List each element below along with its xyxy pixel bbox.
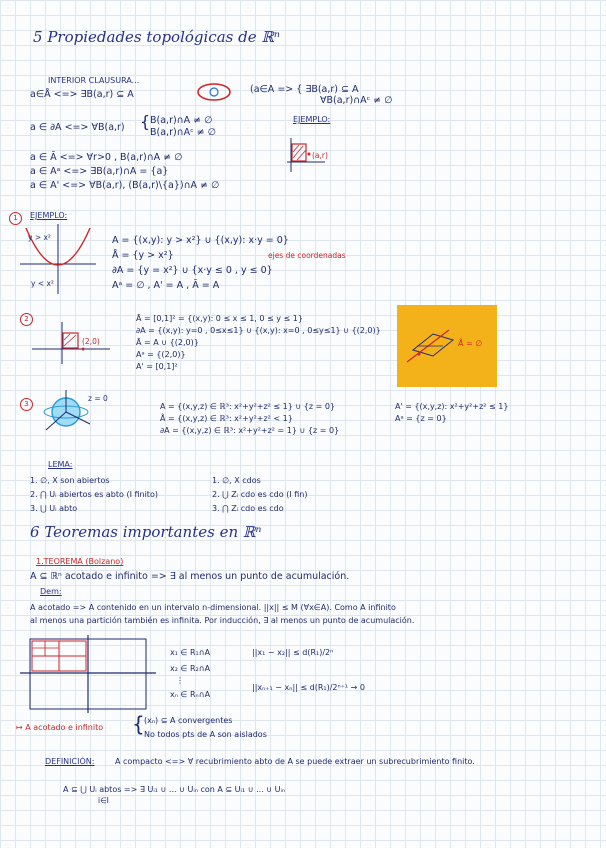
seq-term-1: x₁ ∈ R₁∩A (170, 648, 211, 657)
compact-statement: A ⊆ ⋃ Uᵢ abtos => ∃ Uᵢ₁ ∪ ... ∪ Uᵢₙ con A ⊆ Uᵢ₁ ∪ ... ∪ Uᵢₙ (63, 785, 286, 794)
theorem-heading: 1.TEOREMA (Bolzano) (36, 557, 124, 566)
square-point-label: (2,0) (82, 337, 100, 346)
ex1-summary: Aᵃ = ∅ , A' = A , Ā = A (112, 280, 220, 291)
ex3-interior: Å = {(x,y,z) ∈ ℝ³: x²+y²+z² < 1} (160, 414, 293, 423)
graph-top-label: y > x² (28, 233, 51, 242)
ex2-closure-union: Ā = A ∪ {(2,0)} (136, 338, 199, 347)
plane-illustration (405, 322, 465, 367)
interior-alt-line: (a∈A => { ∃B(a,r) ⊆ A (250, 84, 359, 95)
lema-closed-3: 3. ⋂ Zᵢ cdo es cdo (212, 504, 284, 513)
plane-label: Å = ∅ (458, 339, 483, 348)
ex1-set: A = {(x,y): y > x²} ∪ {(x,y): x·y = 0} (112, 235, 289, 246)
sphere-plane-label: z = 0 (88, 394, 108, 403)
proof-line-2: al menos una partición también es infinita. Por inducción, ∃ al menos un punto de acumulación. (30, 616, 415, 625)
interior-heading: INTERIOR CLAUSURA... (48, 76, 140, 85)
conclusion-1: (xₙ) ⊆ A convergentes (144, 716, 233, 725)
lema-open-2: 2. ⋂ Uᵢ abiertos es abto (I finito) (30, 490, 158, 499)
seq-diff-1: ||x₁ − x₂|| ≤ d(R₁)/2ⁿ (252, 648, 334, 657)
lema-open-1: 1. ∅, X son abiertos (30, 476, 110, 485)
definition-label: DEFINICIÓN: (45, 757, 95, 766)
ex1-note: ejes de coordenadas (268, 251, 346, 260)
ex1-interior: Å = {y > x²} (112, 250, 174, 261)
isolated-line: a ∈ Aᵃ <=> ∃B(a,r)∩A = {a} (30, 166, 169, 177)
example-point-label: (a,r) (312, 151, 328, 160)
seq-term-2: x₂ ∈ R₂∩A (170, 664, 211, 673)
example-number-1-badge: 1 (9, 212, 22, 225)
definition-body: A compacto <=> ∀ recubrimiento abto de A se puede extraer un subrecubrimiento finito. (115, 757, 475, 766)
examples-heading: EJEMPLO: (30, 211, 68, 220)
boundary-line: a ∈ ∂A <=> ∀B(a,r) (30, 122, 125, 133)
ex2-closure: Ā = [0,1]² = {(x,y): 0 ≤ x ≤ 1, 0 ≤ y ≤ 1} (136, 314, 303, 323)
boundary-cond-2: B(a,r)∩Aᶜ ≠ ∅ (150, 127, 216, 138)
ex1-boundary: ∂A = {y = x²} ∪ {x·y ≤ 0 , y ≤ 0} (112, 265, 273, 276)
ex3-boundary: ∂A = {(x,y,z) ∈ ℝ³: x²+y²+z² = 1} ∪ {z = 0} (160, 426, 340, 435)
graph-bottom-label: y < x² (31, 279, 54, 288)
ex3-set: A = {(x,y,z) ∈ ℝ³: x²+y²+z² ≤ 1} ∪ {z = 0} (160, 402, 336, 411)
conclusion-2: No todos pts de A son aislados (144, 730, 267, 739)
example-number-2-badge: 2 (20, 313, 33, 326)
accumulation-line: a ∈ A' <=> ∀B(a,r), (B(a,r)\{a})∩A ≠ ∅ (30, 180, 220, 191)
section-6-title (30, 523, 262, 541)
example-number-3-badge: 3 (20, 398, 33, 411)
closure-line: a ∈ Ā <=> ∀r>0 , B(a,r)∩A ≠ ∅ (30, 152, 183, 163)
ex3-accumulation: A' = {(x,y,z): x²+y²+z² ≤ 1} (395, 402, 509, 411)
compact-index: i∈I (98, 796, 109, 805)
section-6-number: 6 (30, 523, 40, 541)
lema-open-3: 3. ⋃ Uᵢ abto (30, 504, 78, 513)
proof-label: Dem: (40, 587, 62, 596)
subdivision-grid-figure (18, 635, 158, 715)
section-title (33, 28, 280, 46)
ejemplo-label: EJEMPLO: (293, 115, 331, 124)
section-6-title-text: Teoremas importantes en ℝⁿ (44, 523, 262, 541)
proof-line-1: A acotado => A contenido en un intervalo n-dimensional. ||x|| ≤ M (∀x∈A). Como A infinito (30, 603, 396, 612)
lema-closed-2: 2. ⋃ Zᵢ cdo es cdo (I fin) (212, 490, 308, 499)
lema-closed-1: 1. ∅, X cdos (212, 476, 261, 485)
conclusion-brace: { (132, 712, 145, 736)
interior-alt-line-2: ∀B(a,r)∩Aᶜ ≠ ∅ (320, 95, 393, 106)
lema-heading: LEMA: (48, 460, 73, 469)
blob-icon (196, 82, 232, 102)
ex2-boundary: ∂A = {(x,y): y=0 , 0≤x≤1} ∪ {(x,y): x=0 , 0≤y≤1} ∪ {(2,0)} (136, 326, 381, 335)
seq-dots: ⋮ (176, 676, 184, 685)
interior-line: a∈Å <=> ∃B(a,r) ⊆ A (30, 89, 134, 100)
section-title-text: Propiedades topológicas de ℝⁿ (47, 28, 280, 46)
ex2-accumulation: A' = [0,1]² (136, 362, 178, 371)
boundary-cond-1: B(a,r)∩A ≠ ∅ (150, 115, 213, 126)
seq-diff-n: ||xₙ₊₁ − xₙ|| ≤ d(R₁)/2ⁿ⁺¹ → 0 (252, 683, 365, 692)
seq-term-n: xₙ ∈ Rₙ∩A (170, 690, 211, 699)
brace: { (140, 112, 151, 131)
section-number: 5 (33, 28, 43, 46)
ex2-isolated: Aᵃ = {(2,0)} (136, 350, 186, 359)
ex3-isolated: Aᵃ = {z = 0} (395, 414, 447, 423)
conclusion-lead: ↦ A acotado e infinito (16, 723, 104, 732)
theorem-statement: A ⊆ ℝⁿ acotado e infinito => ∃ al menos un punto de acumulación. (30, 571, 350, 582)
